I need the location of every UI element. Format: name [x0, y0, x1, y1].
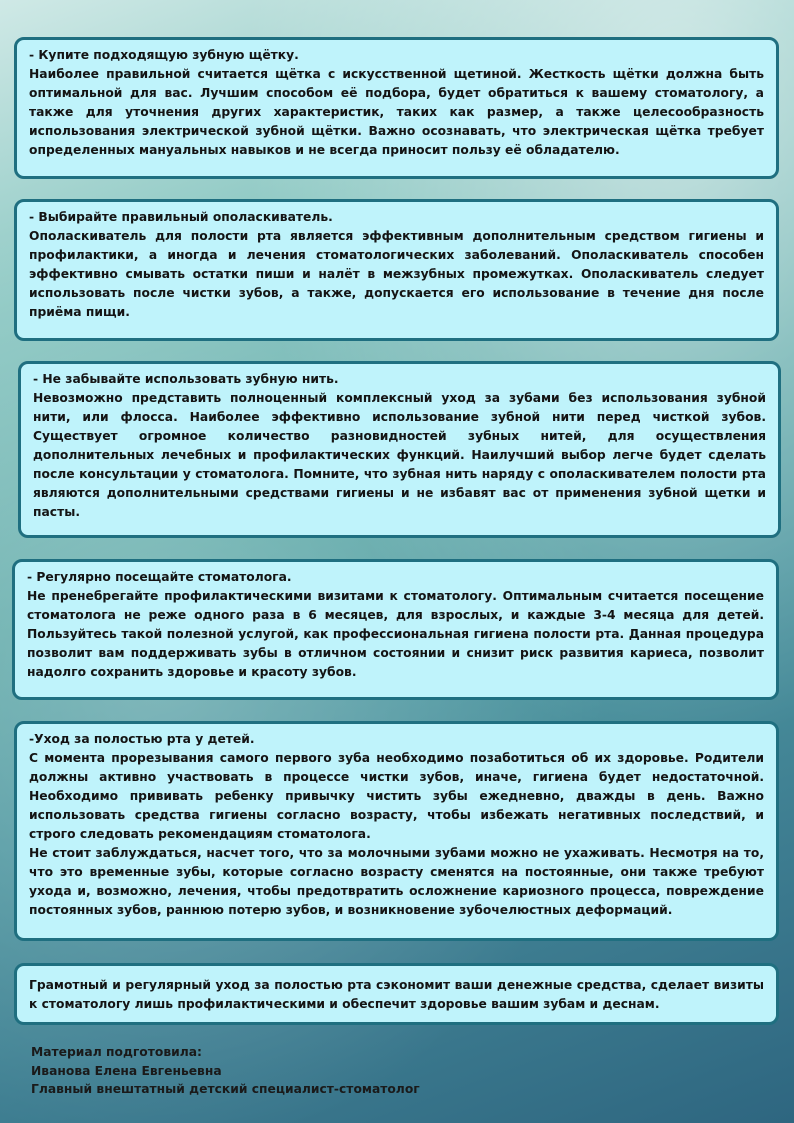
section-body: С момента прорезывания самого первого зуба необходимо позаботиться об их здоровье. Родители должны активно участвовать в процессе чистки зубов, иначе, гигиена будет недостаточной. Необходимо прививать ребенку привычку чистить зубы ежедневно, дважды в день. Важно использовать средства гигиены согласно возрасту, чтобы избежать негативных последствий, и строго следовать рекомендациям стоматолога. — [29, 751, 764, 841]
section-body: Ополаскиватель для полости рта является эффективным дополнительным средством гигиены и профилактики, а иногда и лечения стоматологических заболеваний. Ополаскиватель способен эффективно смывать остатки пиши и налёт в межзубных промежутках. Ополаскиватель следует использовать после чистки зубов, а также, допускается его использование в течение дня после приёма пищи. — [29, 229, 764, 319]
section-heading: - Регулярно посещайте стоматолога. — [27, 570, 292, 584]
section-heading: - Не забывайте использовать зубную нить. — [33, 372, 339, 386]
author-signature — [31, 1043, 420, 1099]
dental-floss-section — [18, 361, 781, 538]
author-title: Главный внештатный детский специалист-стоматолог — [31, 1082, 420, 1096]
section-heading: -Уход за полостью рта у детей. — [29, 732, 255, 746]
section-body: Не пренебрегайте профилактическими визитами к стоматологу. Оптимальным считается посещение стоматолога не реже одного раза в 6 месяцев, для взрослых, и каждые 3-4 месяца для детей. Пользуйтесь такой полезной услугой, как профессиональная гигиена полости рта. Данная процедура позволит вам поддерживать зубы в отличном состоянии и снизит риск развития кариеса, позволит надолго сохранить здоровье и красоту зубов. — [27, 589, 764, 679]
author-name: Иванова Елена Евгеньевна — [31, 1063, 222, 1078]
section-body: Невозможно представить полноценный комплексный уход за зубами без использования зубной нити, или флосса. Наиболее эффективно использование зубной нити перед чисткой зубов. Существует огромное количество разновидностей зубных нитей, для осуществления дополнительных лечебных и профилактических функций. Наилучший выбор легче будет сделать после консультации у стоматолога. Помните, что зубная нить наряду с ополаскивателем полости рта являются дополнительными средствами гигиены и не избавят вас от применения зубной щетки и пасты. — [33, 391, 766, 519]
section-body-continued: Не стоит заблуждаться, насчет того, что за молочными зубами можно не ухаживать. Несмотря на то, что это временные зубы, которые согласно возрасту сменятся на постоянные, они также требуют ухода и, возможно, лечения, чтобы предотвратить осложнение кариозного процесса, повреждение постоянных зубов, раннюю потерю зубов, и возникновение зубочелюстных деформаций. — [29, 846, 764, 917]
mouthwash-section — [14, 199, 779, 341]
section-heading: - Выбирайте правильный ополаскиватель. — [29, 210, 333, 224]
toothbrush-section — [14, 37, 779, 179]
conclusion-box — [14, 963, 779, 1025]
signature-label: Материал подготовила: — [31, 1045, 202, 1059]
section-body: Наиболее правильной считается щётка с искусственной щетиной. Жесткость щётки должна быть оптимальной для вас. Лучшим способом её подбора, будет обратиться к вашему стоматологу, а также для уточнения других характеристик, таких как размер, а также целесообразность использования электрической зубной щётки. Важно осознавать, что электрическая щётка требует определенных мануальных навыков и не всегда приносит пользу её обладателю. — [29, 67, 764, 157]
section-heading: - Купите подходящую зубную щётку. — [29, 48, 299, 62]
children-care-section — [14, 721, 779, 941]
conclusion-text: Грамотный и регулярный уход за полостью рта сэкономит ваши денежные средства, сделает визиты к стоматологу лишь профилактическими и обеспечит здоровье вашим зубам и деснам. — [29, 978, 764, 1011]
dentist-visits-section — [12, 559, 779, 700]
